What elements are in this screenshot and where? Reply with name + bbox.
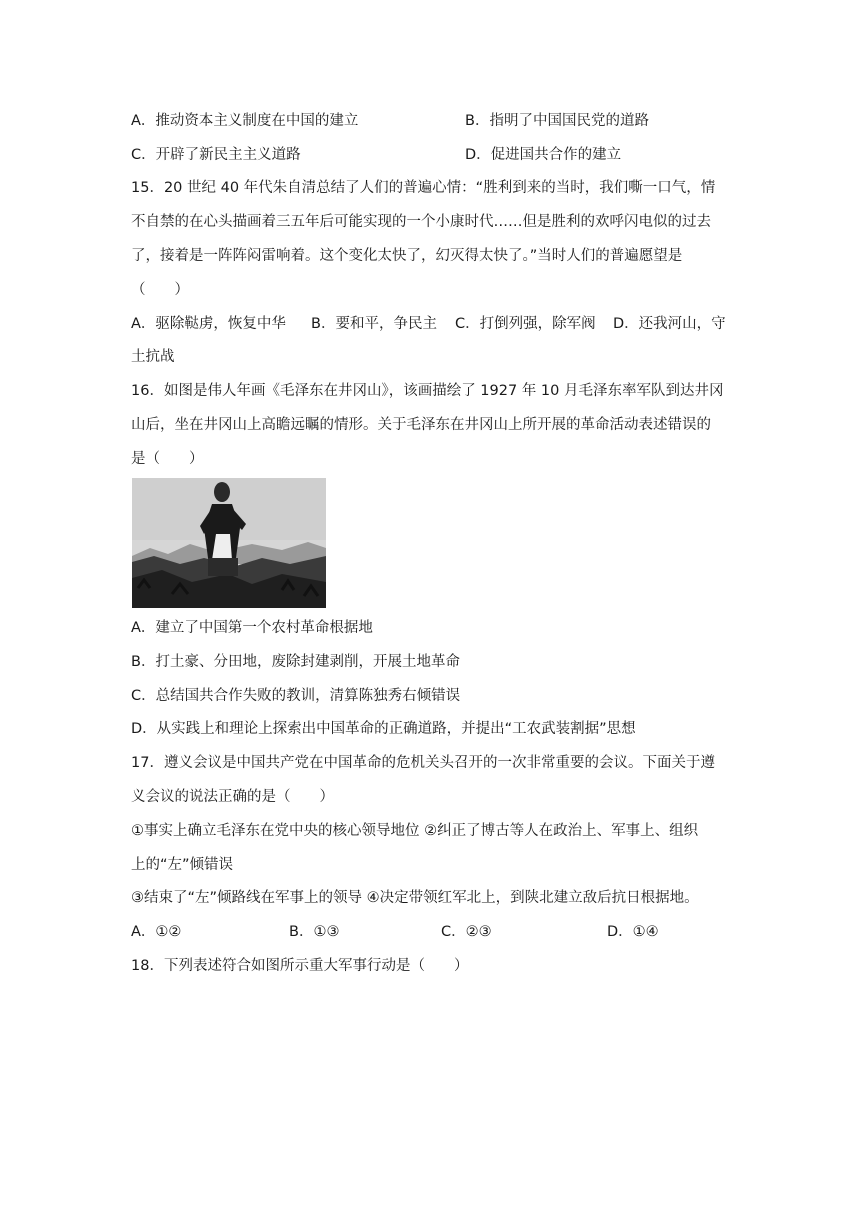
- q14-option-d: D．促进国共合作的建立: [465, 147, 622, 163]
- q17-stem-line-1: 17．遵义会议是中国共产党在中国革命的危机关头召开的一次非常重要的会议。下面关于遵: [131, 755, 715, 771]
- q15-option-d: D．还我河山，守: [613, 316, 726, 332]
- q17-stem-line-2: 义会议的说法正确的是（ ）: [131, 789, 334, 805]
- q15-stem-line-2: 不自禁的在心头描画着三五年后可能实现的一个小康时代……但是胜利的欢呼闪电似的过去: [131, 214, 711, 230]
- q17-option-d: D．①④: [607, 924, 659, 940]
- q15-stem-line-1: 15．20 世纪 40 年代朱自清总结了人们的普遍心情：“胜利到来的当时，我们嘶一口气，情: [131, 180, 716, 196]
- q17-option-a: A．①②: [131, 924, 182, 940]
- q16-stem-line-3: 是（ ）: [131, 451, 204, 467]
- q16-option-a: A．建立了中国第一个农村革命根据地: [131, 620, 373, 636]
- q17-statement-line-2: 上的“左”倾错误: [131, 857, 234, 873]
- q15-option-b: B．要和平，争民主: [311, 316, 437, 332]
- q16-option-b: B．打土豪、分田地，废除封建剥削，开展土地革命: [131, 654, 460, 670]
- q16-stem-line-1: 16．如图是伟人年画《毛泽东在井冈山》，该画描绘了 1927 年 10 月毛泽东率军队到达井冈: [131, 383, 724, 399]
- q15-option-d-wrap: 土抗战: [131, 349, 175, 365]
- q17-option-c: C．②③: [441, 924, 492, 940]
- q15-answer-bracket: （ ）: [131, 282, 189, 298]
- q14-option-b: B．指明了中国国民党的道路: [465, 113, 649, 129]
- q18-stem: 18．下列表述符合如图所示重大军事行动是（ ）: [131, 958, 469, 974]
- q15-option-a: A．驱除鞑虏，恢复中华: [131, 316, 286, 332]
- q15-option-c: C．打倒列强，除军阀: [455, 316, 596, 332]
- q14-option-c: C．开辟了新民主主义道路: [131, 147, 301, 163]
- q17-option-b: B．①③: [289, 924, 340, 940]
- mao-at-jinggangshan-photo: [132, 478, 326, 608]
- q17-statement-line-1: ①事实上确立毛泽东在党中央的核心领导地位 ②纠正了博古等人在政治上、军事上、组织: [131, 823, 699, 839]
- q14-option-a: A．推动资本主义制度在中国的建立: [131, 113, 359, 129]
- q16-stem-line-2: 山后，坐在井冈山上高瞻远瞩的情形。关于毛泽东在井冈山上所开展的革命活动表述错误的: [131, 417, 711, 433]
- q15-stem-line-3: 了，接着是一阵阵闷雷响着。这个变化太快了，幻灭得太快了。”当时人们的普遍愿望是: [131, 248, 683, 264]
- q16-option-d: D．从实践上和理论上探索出中国革命的正确道路，并提出“工农武装割据”思想: [131, 721, 636, 737]
- q17-statement-line-3: ③结束了“左”倾路线在军事上的领导 ④决定带领红军北上，到陕北建立敌后抗日根据地。: [131, 890, 699, 906]
- q16-option-c: C．总结国共合作失败的教训，清算陈独秀右倾错误: [131, 688, 461, 704]
